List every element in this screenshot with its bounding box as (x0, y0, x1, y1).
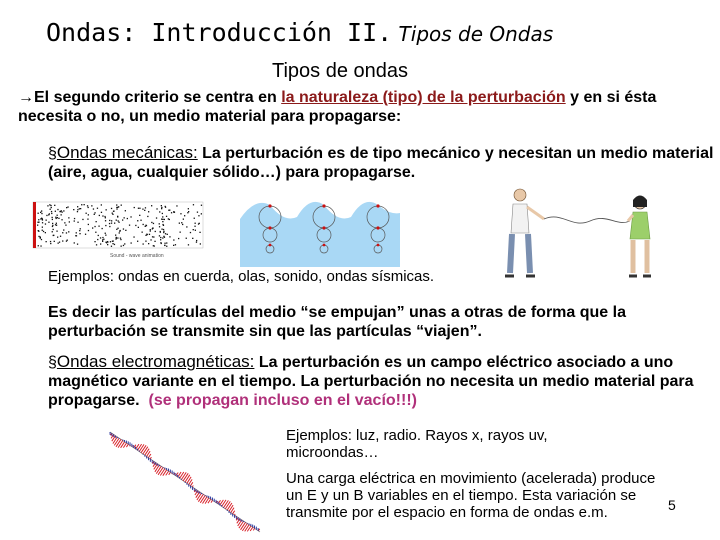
em-examples: Ejemplos: luz, radio. Rayos x, rayos uv, microondas… (286, 427, 548, 461)
page-number: 5 (668, 497, 676, 513)
person-left-icon (505, 189, 544, 276)
person-right-icon (628, 196, 651, 277)
section-subtitle: Tipos de ondas (272, 60, 409, 82)
particles-explanation: Es decir las partículas del medio “se empujan” unas a otras de forma que la perturbación se transmite sin que las partículas “viajen”. (48, 304, 626, 340)
water-wave-figure (240, 193, 400, 267)
vacuum-note: (se propagan incluso en el vacío!!!) (148, 392, 417, 409)
electromagnetic-paragraph: §Ondas electromagnéticas: La perturbación es un campo eléctrico asociado a uno magnético variante en el tiempo. La perturbación no necesita un medio material para propagarse. (se propagan incluso en el vacío!!!) (48, 352, 694, 409)
title-main: Ondas: Introducción II. (46, 18, 393, 47)
electromagnetic-label: Ondas electromagnéticas: (56, 352, 255, 371)
intro-paragraph: →El segundo criterio se centra en la naturaleza (tipo) de la perturbación y en si ésta necesita o no, un medio material para propagarse: (18, 89, 657, 125)
mechanical-label: Ondas mecánicas: (56, 143, 198, 162)
bullet-icon: § (48, 145, 57, 162)
highlight-text: la naturaleza (tipo) de la perturbación (281, 89, 566, 106)
mechanical-examples: Ejemplos: ondas en cuerda, olas, sonido, ondas sísmicas. (48, 268, 435, 285)
em-wave-figure (100, 420, 270, 540)
sound-wave-figure (30, 200, 206, 260)
charge-note: Una carga eléctrica en movimiento (acelerada) produce un E y un B variables en el tiempo. Esta variación se transmite por el espacio en forma de ondas e.m. (286, 470, 656, 521)
bullet-icon: § (48, 354, 57, 371)
mechanical-paragraph: §Ondas mecánicas: La perturbación es de tipo mecánico y necesitan un medio material (aire, agua, cualquier sólido…) para propagarse. (48, 143, 714, 181)
arrow-icon: → (18, 89, 34, 106)
figure-caption: Sound - wave animation (110, 253, 164, 259)
title-sub: Tipos de Ondas (392, 22, 554, 46)
page-title (46, 18, 553, 47)
